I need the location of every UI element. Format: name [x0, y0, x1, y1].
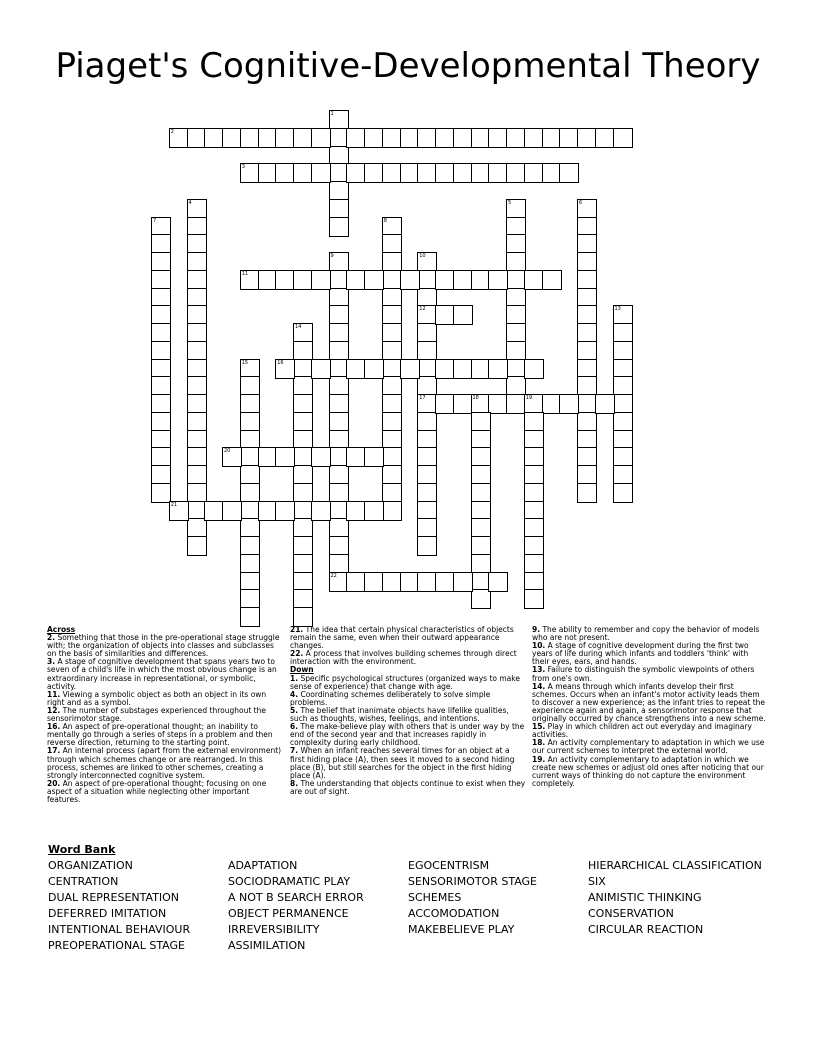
clue-item [47, 691, 285, 707]
word-bank-item: A NOT B SEARCH ERROR [228, 891, 364, 904]
crossword-cell[interactable] [311, 163, 331, 183]
word-bank-item: MAKEBELIEVE PLAY [408, 923, 515, 936]
clue-number: 3 [241, 164, 245, 171]
clue-item [532, 626, 768, 642]
clue-item-number: 17. [47, 746, 61, 756]
crossword-cell[interactable] [382, 501, 402, 521]
clue-item-text: The idea that certain physical characteristics of objects remain the same, even when their outward appearance changes. [290, 625, 514, 651]
clue-item [290, 675, 526, 691]
clue-item-number: 16. [47, 722, 61, 732]
crossword-cell[interactable] [329, 217, 349, 237]
clue-item-number: 1. [290, 673, 299, 683]
clue-item-text: An aspect of pre-operational thought; focusing on one aspect of a situation while neglecting other important features. [47, 778, 267, 804]
crossword-cell[interactable] [488, 572, 508, 592]
clue-item-text: An activity complementary to adaptation in which we use our current schemes to interpret the external world. [532, 738, 765, 756]
clue-item [290, 723, 526, 747]
crossword-cell[interactable] [364, 270, 384, 290]
word-bank-item: EGOCENTRISM [408, 859, 490, 872]
clue-item [290, 626, 526, 650]
clue-item-number: 21. [290, 625, 304, 634]
word-bank-item: DEFERRED IMITATION [48, 907, 167, 920]
clue-item-number: 14. [532, 681, 546, 691]
clue-item [290, 650, 526, 666]
word-bank-item: SENSORIMOTOR STAGE [408, 875, 538, 888]
crossword-cell[interactable] [169, 501, 189, 521]
clue-item-number: 13. [532, 665, 546, 675]
crossword-cell[interactable] [311, 447, 331, 467]
clue-number: 21 [170, 501, 178, 508]
crossword-cell[interactable] [311, 501, 331, 521]
clue-section-header: Down [290, 665, 314, 675]
clue-number: 6 [579, 199, 583, 206]
clue-item-number: 9. [532, 625, 541, 634]
crossword-cell[interactable] [488, 270, 508, 290]
clue-item-number: 19. [532, 754, 546, 764]
clue-item [47, 780, 285, 804]
clues-column-3 [532, 626, 768, 788]
clues-column-2 [290, 626, 526, 796]
word-bank-item: ACCOMODATION [408, 907, 500, 920]
clue-item [290, 691, 526, 707]
crossword-cell[interactable] [417, 536, 437, 556]
clue-item [532, 739, 768, 755]
clue-item-text: Specific psychological structures (organized ways to make sense of experience) that change with age. [290, 673, 520, 691]
crossword-cell[interactable] [187, 536, 207, 556]
clue-item-text: The make-believe play with others that is under way by the end of the second year and that increases rapidly in complexity during early childhood. [290, 722, 525, 748]
word-bank-item: INTENTIONAL BEHAVIOUR [48, 923, 191, 936]
clues-column-1 [47, 626, 285, 804]
clue-item [290, 747, 526, 779]
crossword-cell[interactable] [311, 359, 331, 379]
clue-number: 12 [419, 306, 426, 313]
clue-item-number: 20. [47, 778, 61, 788]
clue-number: 1 [330, 111, 334, 117]
crossword-cell[interactable] [364, 447, 384, 467]
clue-number: 11 [241, 270, 249, 277]
crossword-cell[interactable] [524, 359, 544, 379]
crossword-cell[interactable] [311, 270, 331, 290]
clue-item-number: 22. [290, 649, 304, 659]
crossword-cell[interactable] [275, 359, 295, 379]
clue-item-text: The ability to remember and copy the behavior of models who are not present. [532, 625, 760, 643]
clue-item [290, 707, 526, 723]
word-bank-item: CENTRATION [48, 875, 119, 888]
clue-item-text: An activity complementary to adaptation in which we create new schemes or adjust old ones after noticing that our current ways of thinking do not capture the environment completely. [532, 754, 764, 788]
crossword-cell[interactable] [471, 589, 491, 609]
clue-item [47, 707, 285, 723]
page-title: Piaget's Cognitive-Developmental Theory [55, 46, 761, 86]
word-bank-item: HIERARCHICAL CLASSIFICATION [588, 859, 762, 872]
clue-item [47, 723, 285, 747]
clue-item-number: 11. [47, 689, 61, 699]
crossword-cell[interactable] [400, 359, 420, 379]
clue-item-text: The belief that inanimate objects have lifelike qualities, such as thoughts, wishes, feelings, and intentions. [290, 705, 509, 724]
clue-item [532, 666, 768, 682]
crossword-cell[interactable] [275, 501, 295, 521]
word-bank [48, 858, 788, 954]
clue-item-number: 7. [290, 746, 299, 756]
word-bank-item: DUAL REPRESENTATION [48, 891, 180, 904]
crossword-cell[interactable] [364, 359, 384, 379]
crossword-cell[interactable] [240, 607, 260, 627]
clue-item-number: 3. [47, 657, 56, 667]
clue-number: 2 [170, 128, 174, 135]
clue-item-text: The understanding that objects continue to exist when they are out of sight. [290, 778, 526, 796]
crossword-cell[interactable] [524, 589, 544, 609]
clue-item-text: A process that involves building schemes through direct interaction with the environment. [290, 649, 517, 667]
clue-item-text: A stage of cognitive development that spans years two to seven of a child's life in which the most obvious change is an extraordinary increase in representational, or symbolic, activity. [47, 657, 277, 691]
clue-number: 10 [419, 253, 426, 259]
crossword-cell[interactable] [595, 394, 615, 414]
clue-item [532, 642, 768, 666]
clue-item-text: Play in which children act out everyday and imaginary activities. [532, 722, 752, 740]
clue-item [532, 683, 768, 723]
clue-number: 22 [330, 572, 337, 579]
crossword-cell[interactable] [453, 572, 473, 592]
clue-number: 9 [330, 253, 334, 259]
crossword-cell[interactable] [559, 394, 579, 414]
clue-item-number: 8. [290, 778, 299, 788]
crossword-cell[interactable] [542, 270, 562, 290]
crossword-cell[interactable] [293, 607, 313, 627]
word-bank-item: ORGANIZATION [48, 859, 133, 872]
clue-number: 20 [224, 448, 231, 455]
clue-item-number: 18. [532, 738, 546, 748]
word-bank-item: SIX [588, 875, 606, 888]
clue-number: 4 [188, 199, 192, 206]
clue-item-number: 5. [290, 705, 299, 715]
crossword-cell[interactable] [222, 447, 242, 467]
word-bank-item: CONSERVATION [588, 907, 674, 920]
crossword-cell[interactable] [559, 163, 579, 183]
word-bank-item: OBJECT PERMANENCE [228, 907, 349, 920]
crossword-cell[interactable] [311, 128, 331, 148]
clue-number: 13 [614, 306, 621, 313]
word-bank-item: ANIMISTIC THINKING [588, 891, 702, 904]
crossword-cell[interactable] [453, 305, 473, 325]
clue-item [47, 658, 285, 690]
clue-section-header: Across [47, 625, 76, 634]
clue-item-number: 2. [47, 633, 56, 643]
clue-item-text: A means through which infants develop their first schemes. Occurs when an infant's motor activity leads them to discover a new experience; as the infant tries to repeat the experience again and again, a sensorimotor response that originally occurred by chance strengthens into a new scheme. [532, 681, 766, 724]
clue-item [47, 747, 285, 779]
clue-item-text: A stage of cognitive development during the first two years of life during which infants and toddlers 'think' with their eyes, ears, and hands. [532, 641, 749, 667]
clue-item-text: Viewing a symbolic object as both an object in its own right and as a symbol. [47, 689, 267, 707]
clue-number: 16 [277, 359, 284, 366]
clue-item [290, 780, 526, 796]
clue-item-text: An aspect of pre-operational thought; an inability to mentally go through a series of steps in a problem and then reverse direction, returning to the starting point. [47, 722, 273, 748]
clue-number: 7 [153, 217, 157, 224]
clue-item-number: 6. [290, 722, 299, 732]
word-bank-item: ASSIMILATION [228, 939, 306, 952]
clue-number: 8 [383, 217, 387, 224]
crossword-cell[interactable] [275, 447, 295, 467]
word-bank-title: Word Bank [48, 843, 116, 856]
clue-item-number: 10. [532, 641, 546, 651]
crossword-cell[interactable] [577, 483, 597, 503]
word-bank-item: IRREVERSIBILITY [228, 923, 320, 936]
crossword-cell[interactable] [222, 501, 242, 521]
clue-item-text: Something that those in the pre-operational stage struggle with; the organization of objects into classes and subclasses on the basis of similarities and differences. [47, 633, 280, 659]
crossword-cell[interactable] [488, 359, 508, 379]
crossword-cell[interactable] [613, 128, 633, 148]
clue-item [47, 634, 285, 658]
clue-item-text: The number of substages experienced throughout the sensorimotor stage. [47, 705, 266, 724]
word-bank-item: SOCIODRAMATIC PLAY [228, 875, 351, 888]
clue-item [532, 756, 768, 788]
clue-number: 14 [295, 324, 302, 330]
clue-item-text: When an infant reaches several times for an object at a first hiding place (A), then sees it moved to a second hiding place (B), but still searches for the object in the first hiding place (A). [290, 746, 515, 780]
clue-item-number: 12. [47, 705, 61, 715]
clue-item-text: An internal process (apart from the external environment) through which schemes change or are rearranged. In this process, schemes are linked to other schemes, creating a strongly interconnected cognitive system. [47, 746, 282, 780]
crossword-cell[interactable] [400, 270, 420, 290]
clue-number: 18 [472, 395, 479, 401]
clue-item-number: 15. [532, 722, 546, 732]
clue-number: 19 [525, 395, 533, 401]
crossword-cell[interactable] [364, 501, 384, 521]
clue-item-text: Failure to distinguish the symbolic viewpoints of others from one's own. [532, 665, 755, 683]
clue-item [532, 723, 768, 739]
crossword-cell[interactable] [613, 483, 633, 503]
clue-item-text: Coordinating schemes deliberately to solve simple problems. [290, 689, 491, 707]
word-bank-item: CIRCULAR REACTION [588, 923, 704, 936]
clue-item-number: 4. [290, 689, 299, 699]
word-bank-item: ADAPTATION [228, 859, 298, 872]
clue-number: 5 [508, 199, 512, 206]
word-bank-item: PREOPERATIONAL STAGE [48, 939, 185, 952]
clue-number: 17 [419, 395, 426, 401]
clue-number: 15 [241, 359, 249, 366]
word-bank-item: SCHEMES [408, 891, 462, 904]
